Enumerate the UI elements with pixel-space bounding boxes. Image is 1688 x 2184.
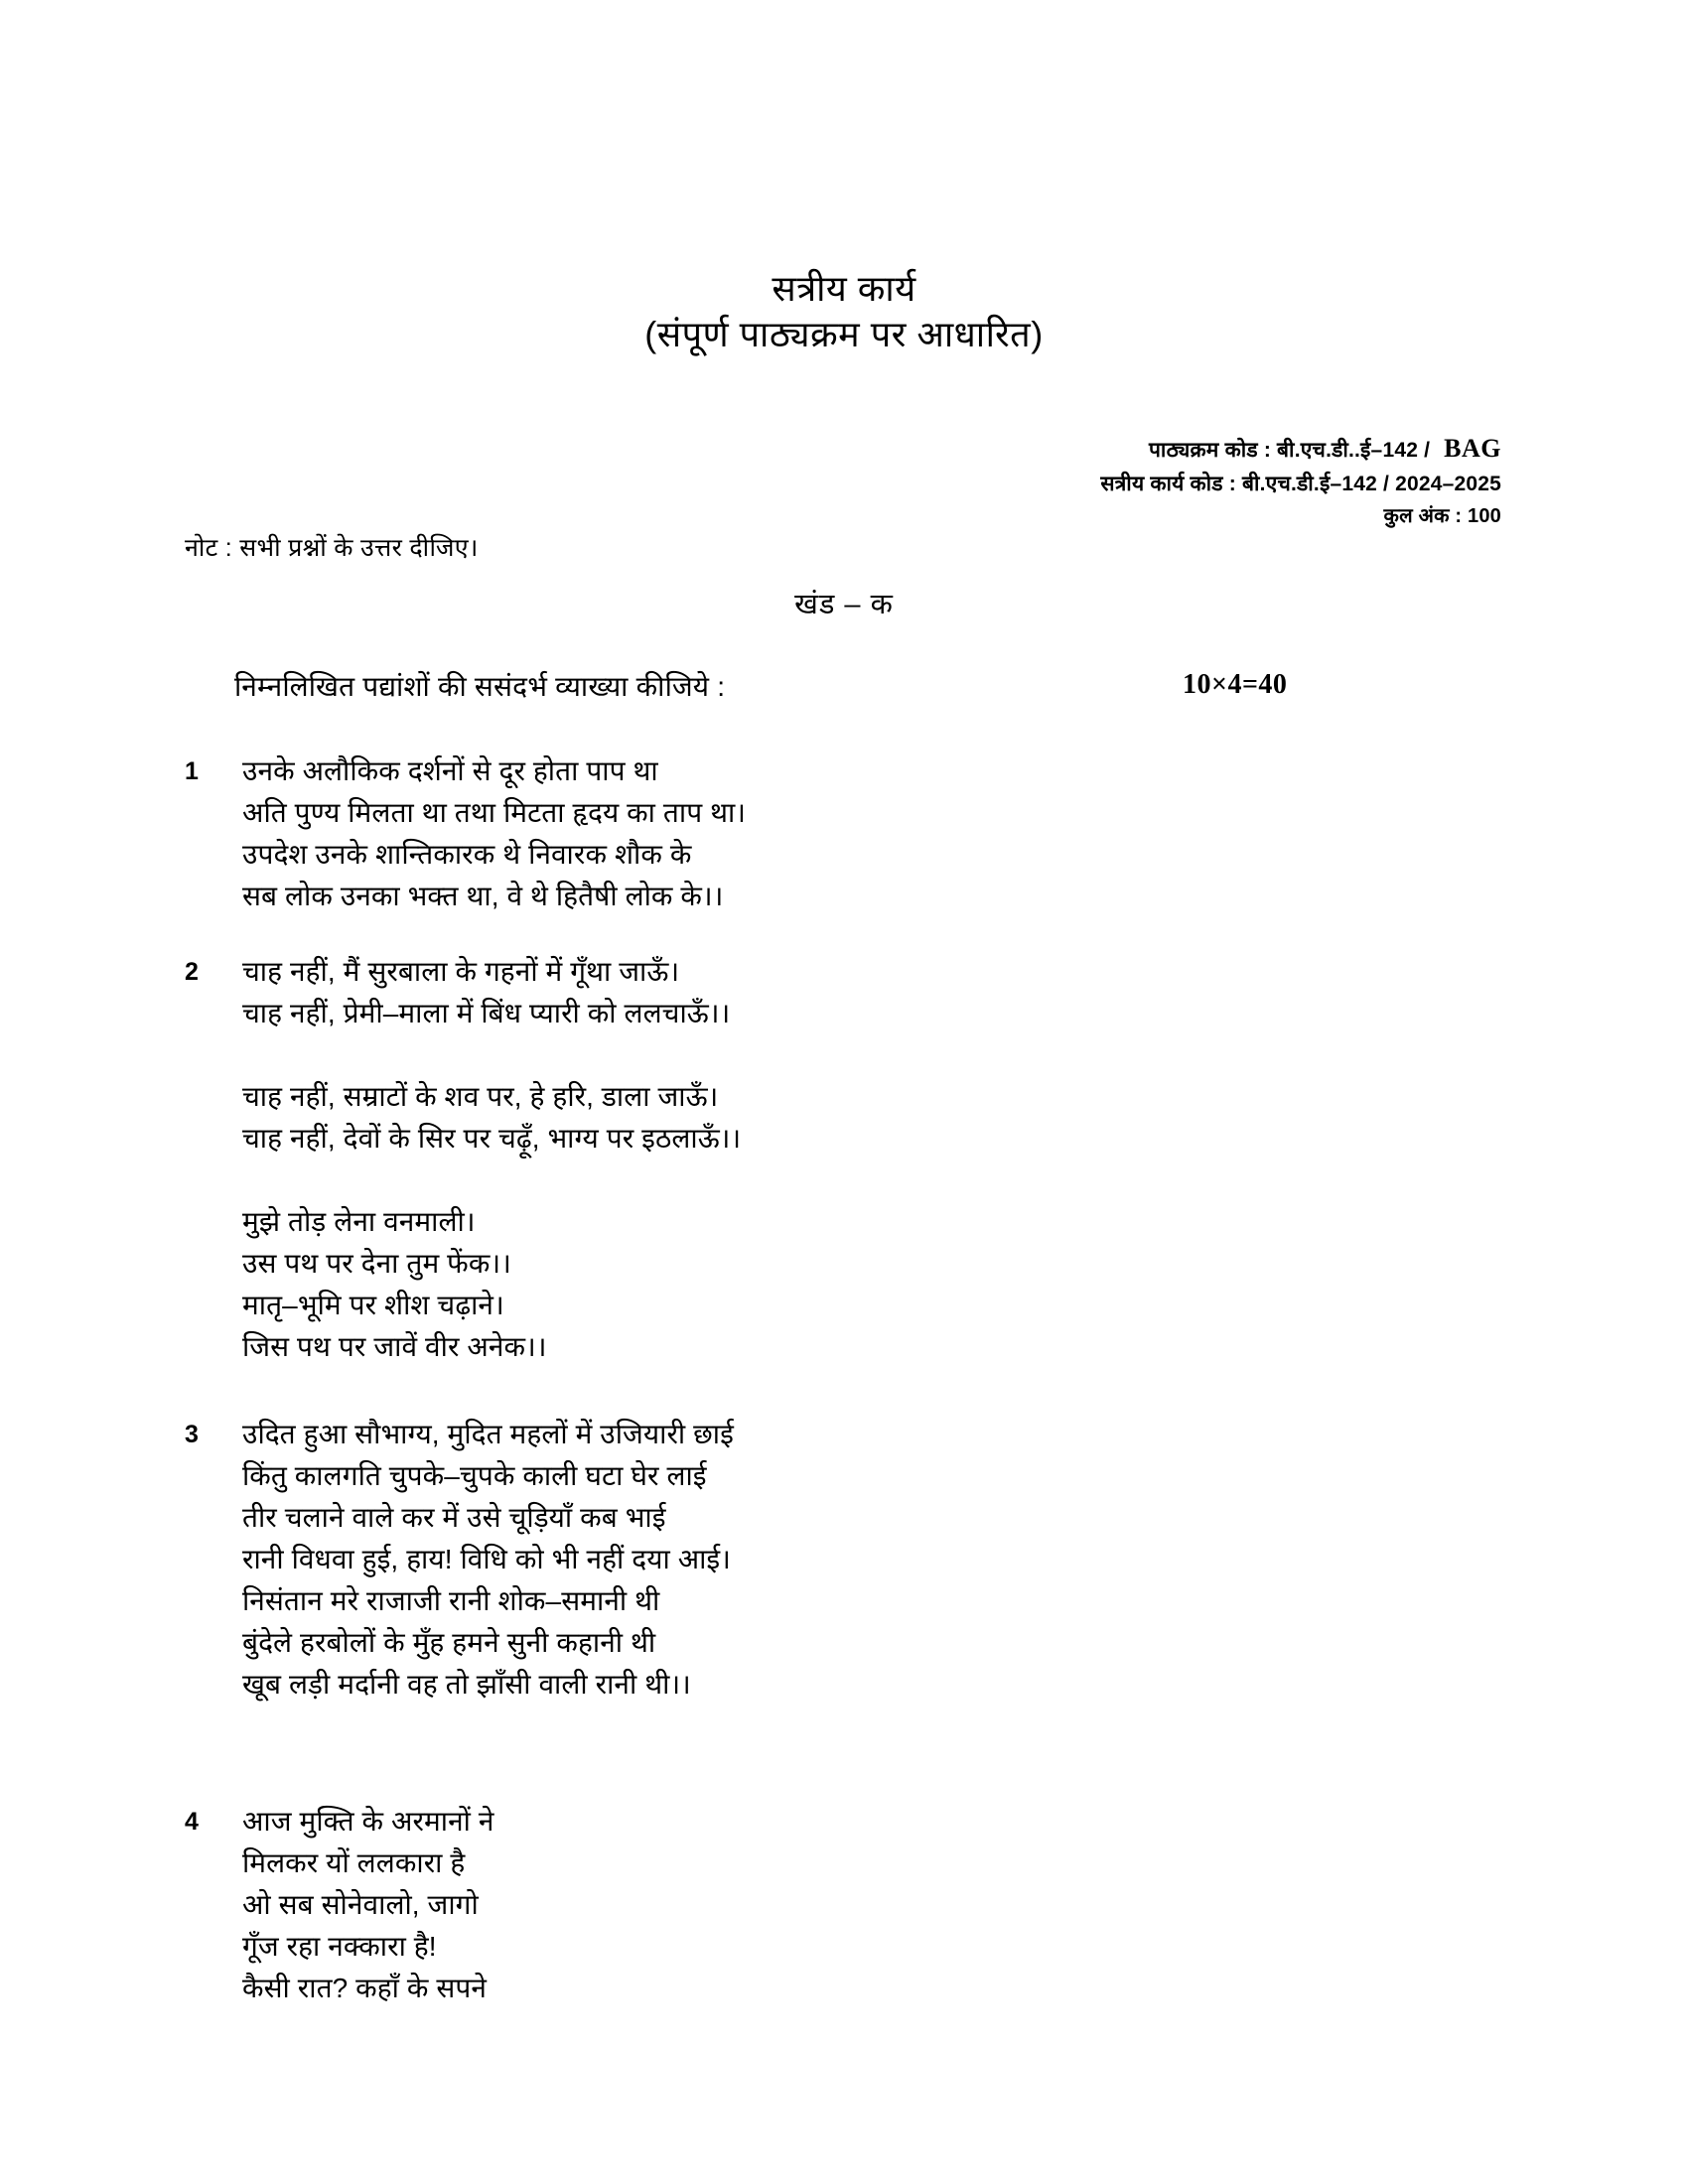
question-item xyxy=(185,1414,1515,1706)
question-item xyxy=(185,1801,1515,2009)
verse-line: किंतु कालगति चुपके–चुपके काली घटा घेर लाई xyxy=(242,1460,707,1491)
verse-line: चाह नहीं, सम्राटों के शव पर, हे हरि, डाला जाऊँ। xyxy=(242,1081,719,1112)
question-body xyxy=(242,1801,1515,2009)
verse-line: रानी विधवा हुई, हाय! विधि को भी नहीं दया आई। xyxy=(242,1544,731,1574)
course-code-row xyxy=(1100,429,1501,469)
instruction-row xyxy=(234,667,1515,705)
verse-line: मिलकर यों ललकारा है xyxy=(242,1847,466,1878)
verse-line: गूँज रहा नक्कारा है! xyxy=(242,1931,437,1962)
verse-stanza xyxy=(242,1414,1515,1706)
verse-line: तीर चलाने वाले कर में उसे चूड़ियाँ कब भाई xyxy=(242,1502,666,1533)
verse-line: निसंतान मरे राजाजी रानी शोक–समानी थी xyxy=(242,1585,660,1616)
question-spacer xyxy=(185,917,1515,951)
stanza-spacer xyxy=(242,1160,1515,1201)
verse-line: मुझे तोड़ लेना वनमाली। xyxy=(242,1206,476,1237)
course-code-block xyxy=(1100,429,1501,532)
page-title-main: सत्रीय कार्य xyxy=(772,268,916,309)
question-body xyxy=(242,1414,1515,1706)
page-title-sub: (संपूर्ण पाठ्यक्रम पर आधारित) xyxy=(644,314,1044,355)
stanza-spacer xyxy=(242,1034,1515,1076)
verse-stanza xyxy=(242,1076,1515,1160)
course-code-label: पाठ्यक्रम कोड : बी.एच.डी..ई–142 / xyxy=(1149,439,1431,462)
verse-line: अति पुण्य मिलता था तथा मिटता हृदय का ताप था। xyxy=(242,797,747,828)
question-item xyxy=(185,951,1515,1368)
question-body xyxy=(242,951,1515,1368)
verse-line: ओ सब सोनेवालो, जागो xyxy=(242,1889,479,1920)
verse-line: चाह नहीं, मैं सुरबाला के गहनों में गूँथा जाऊँ। xyxy=(242,956,680,987)
verse-line: उस पथ पर देना तुम फेंक।। xyxy=(242,1248,511,1279)
verse-stanza xyxy=(242,751,1515,917)
verse-line: कैसी रात? कहाँ के सपने xyxy=(242,1973,488,2003)
instruction-marks: 10×4=40 xyxy=(1183,669,1288,700)
verse-line: उदित हुआ सौभाग्य, मुदित महलों में उजियारी छाई xyxy=(242,1419,734,1449)
question-number: 2 xyxy=(185,958,199,986)
total-marks: कुल अंक : 100 xyxy=(1383,504,1501,527)
question-spacer xyxy=(185,1706,1515,1801)
question-body xyxy=(242,751,1515,917)
question-spacer xyxy=(185,1368,1515,1414)
verse-line: जिस पथ पर जावें वीर अनेक।। xyxy=(242,1331,547,1362)
assignment-code-row: सत्रीय कार्य कोड : बी.एच.डी.ई–142 / 2024–2025 xyxy=(1100,473,1501,496)
instruction-text: निम्नलिखित पद्यांशों की ससंदर्भ व्याख्या कीजिये : xyxy=(234,671,726,702)
programme-code: BAG xyxy=(1444,434,1501,463)
verse-stanza xyxy=(242,1801,1515,2009)
verse-stanza xyxy=(242,1201,1515,1368)
verse-line: उपदेश उनके शान्तिकारक थे निवारक शौक के xyxy=(242,839,692,870)
section-heading: खंड – क xyxy=(794,589,894,620)
verse-line: मातृ–भूमि पर शीश चढ़ाने। xyxy=(242,1290,504,1320)
questions-list xyxy=(185,751,1515,2009)
verse-line: चाह नहीं, प्रेमी–माला में बिंध प्यारी को ललचाऊँ।। xyxy=(242,998,731,1028)
note-line: नोट : सभी प्रश्नों के उत्तर दीजिए। xyxy=(185,534,479,562)
page-title xyxy=(0,266,1688,357)
question-item xyxy=(185,751,1515,917)
question-number: 4 xyxy=(185,1808,199,1836)
verse-line: सब लोक उनका भक्त था, वे थे हितैषी लोक के।। xyxy=(242,881,724,911)
verse-line: खूब लड़ी मर्दानी वह तो झाँसी वाली रानी थी।। xyxy=(242,1669,691,1700)
question-number: 3 xyxy=(185,1421,199,1448)
verse-line: चाह नहीं, देवों के सिर पर चढ़ूँ, भाग्य पर इठलाऊँ।। xyxy=(242,1123,742,1154)
verse-stanza xyxy=(242,951,1515,1034)
verse-line: बुंदेले हरबोलों के मुँह हमने सुनी कहानी थी xyxy=(242,1627,656,1658)
verse-line: उनके अलौकिक दर्शनों से दूर होता पाप था xyxy=(242,755,658,786)
question-number: 1 xyxy=(185,757,199,785)
verse-line: आज मुक्ति के अरमानों ने xyxy=(242,1806,494,1837)
